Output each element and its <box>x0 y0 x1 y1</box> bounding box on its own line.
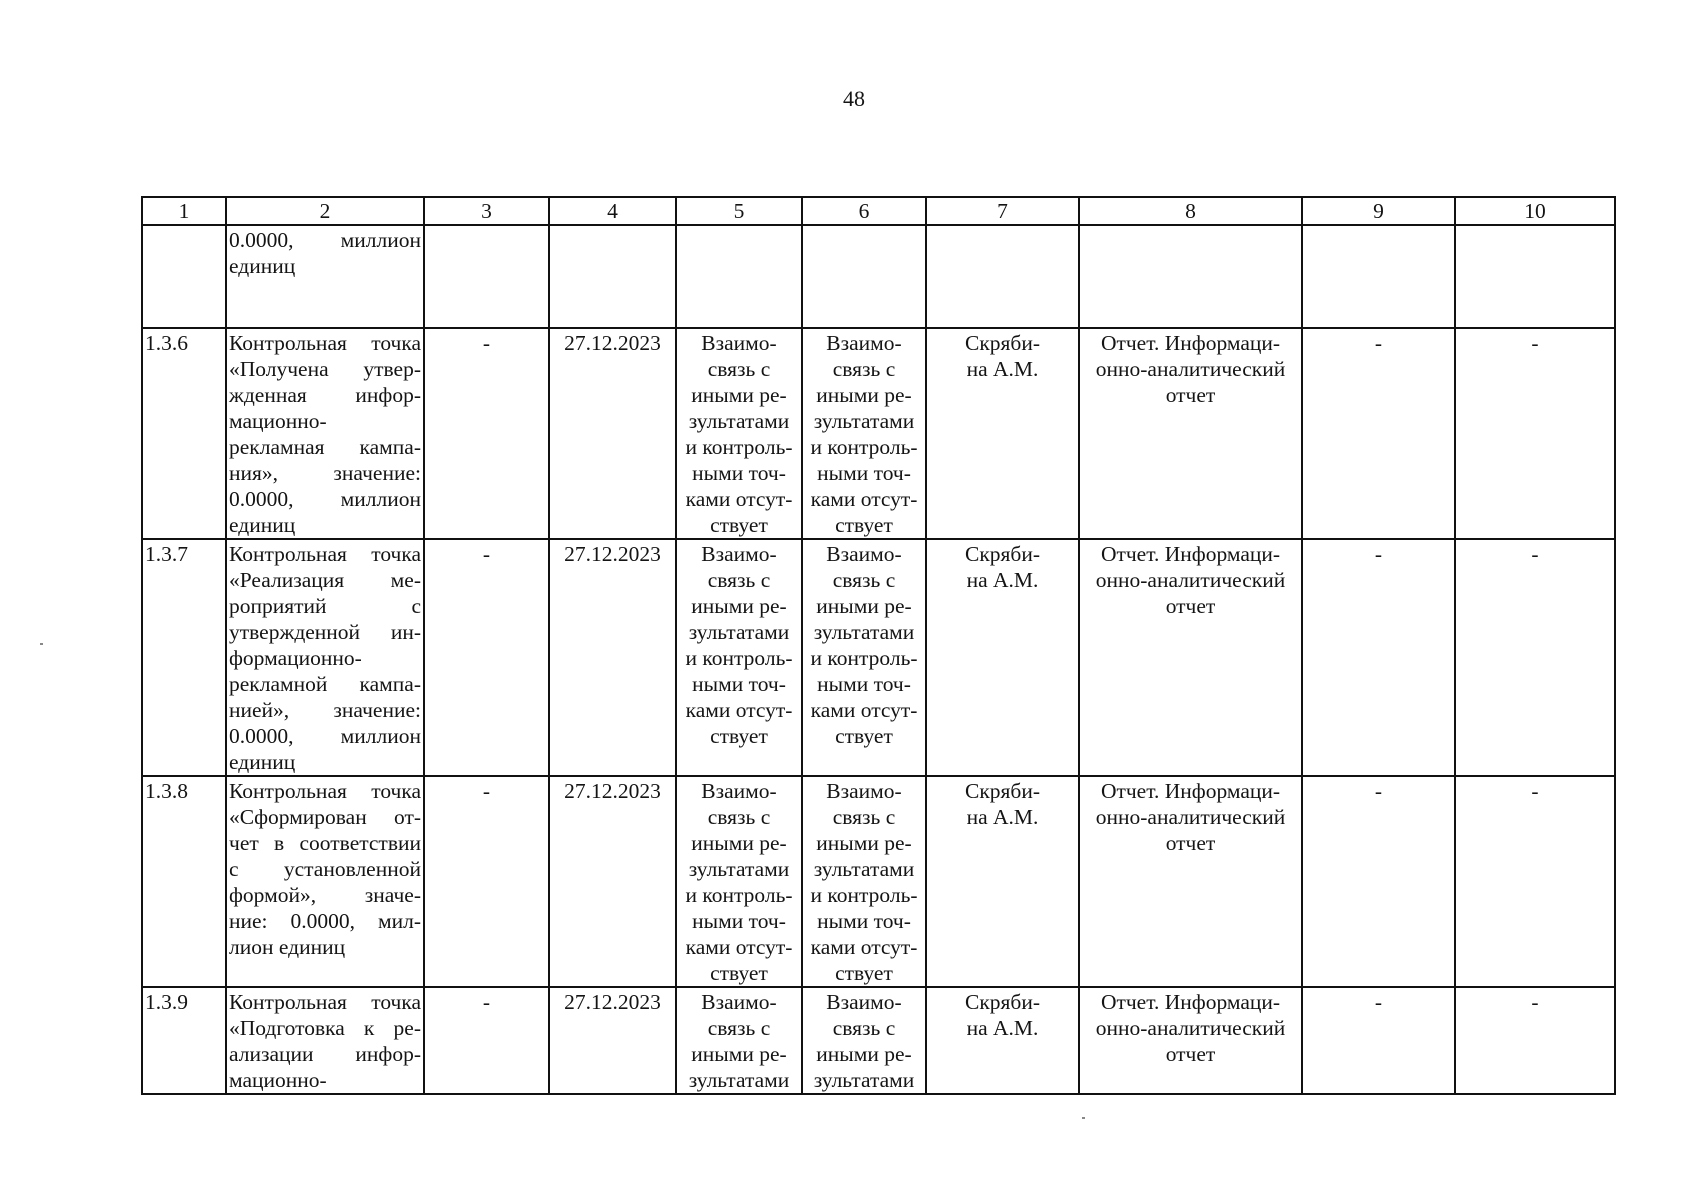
description-line: роприятий с <box>229 594 421 618</box>
relation-line: и контроль- <box>685 435 793 459</box>
relation-line: ками отсут- <box>810 698 918 722</box>
description-line: лион единиц <box>229 935 346 959</box>
table-row <box>142 539 1615 776</box>
description-line: формой», значе- <box>229 883 421 907</box>
description-line: чет в соответствии <box>229 831 421 855</box>
description-line: 0.0000, миллион <box>229 228 421 252</box>
responsible-line: Скряби- <box>964 331 1041 355</box>
description-line: формационно- <box>229 646 362 670</box>
relation-line: иными ре- <box>691 831 787 855</box>
description-line: ние: 0.0000, мил- <box>229 909 421 933</box>
cell-report <box>1079 328 1302 539</box>
table-row <box>142 328 1615 539</box>
responsible-line: Скряби- <box>964 542 1041 566</box>
relation-line: зультатами <box>813 857 915 881</box>
relation-line: ными точ- <box>817 461 911 485</box>
responsible-line: на А.М. <box>966 805 1039 829</box>
relation-line: зультатами <box>813 1068 915 1092</box>
description-line: Контрольная точка <box>229 542 421 566</box>
report-line: Отчет. Информаци- <box>1100 779 1281 803</box>
responsible-line: на А.М. <box>966 357 1039 381</box>
cell-col10: - <box>1455 328 1615 539</box>
cell-col5 <box>676 225 802 328</box>
cell-num: 1.3.8 <box>142 776 226 987</box>
cell-col6 <box>802 987 926 1094</box>
relation-line: иными ре- <box>816 1042 912 1066</box>
description-line: Контрольная точка <box>229 990 421 1014</box>
description-line: ния», значение: <box>229 461 421 485</box>
relation-line: связь с <box>707 1016 771 1040</box>
relation-line: ствует <box>710 724 768 748</box>
relation-line: связь с <box>832 1016 896 1040</box>
column-header-6: 6 <box>802 197 926 225</box>
relation-line: ными точ- <box>692 672 786 696</box>
relation-line: ками отсут- <box>810 935 918 959</box>
relation-line: Взаимо- <box>826 542 902 566</box>
cell-col3: - <box>424 328 549 539</box>
cell-report <box>1079 776 1302 987</box>
description-line: единиц <box>229 750 296 774</box>
description-line: 0.0000, миллион <box>229 724 421 748</box>
relation-line: ствует <box>835 724 893 748</box>
relation-line: зультатами <box>688 857 790 881</box>
cell-col6 <box>802 776 926 987</box>
column-header-3: 3 <box>424 197 549 225</box>
relation-line: иными ре- <box>816 383 912 407</box>
description-line: «Получена утвер- <box>229 357 421 381</box>
relation-line: и контроль- <box>810 646 918 670</box>
page-number: 48 <box>843 86 865 111</box>
description-line: мационно- <box>229 1068 327 1092</box>
relation-line: ствует <box>710 961 768 985</box>
report-line: отчет <box>1165 1042 1216 1066</box>
relation-line: иными ре- <box>691 383 787 407</box>
relation-line: связь с <box>832 805 896 829</box>
relation-line: Взаимо- <box>826 779 902 803</box>
cell-col9: - <box>1302 987 1455 1094</box>
scan-dot <box>40 643 43 645</box>
relation-line: ками отсут- <box>685 487 793 511</box>
cell-col10: - <box>1455 987 1615 1094</box>
cell-col3: - <box>424 776 549 987</box>
cell-col10: - <box>1455 539 1615 776</box>
description-line: ализации инфор- <box>229 1042 421 1066</box>
responsible-line: Скряби- <box>964 990 1041 1014</box>
cell-responsible <box>926 776 1079 987</box>
description-line: «Подготовка к ре- <box>229 1016 421 1040</box>
relation-line: связь с <box>707 805 771 829</box>
relation-line: Взаимо- <box>701 331 777 355</box>
description-line: «Реализация ме- <box>229 568 421 592</box>
description-line: с установленной <box>229 857 421 881</box>
relation-line: Взаимо- <box>701 542 777 566</box>
report-line: онно-аналитический <box>1095 1016 1286 1040</box>
cell-col6 <box>802 225 926 328</box>
relation-line: иными ре- <box>691 1042 787 1066</box>
relation-line: связь с <box>832 568 896 592</box>
description-line: нией», значение: <box>229 698 421 722</box>
cell-num: 1.3.9 <box>142 987 226 1094</box>
cell-date: 27.12.2023 <box>549 776 676 987</box>
report-line: Отчет. Информаци- <box>1100 331 1281 355</box>
relation-line: и контроль- <box>810 883 918 907</box>
relation-line: и контроль- <box>685 883 793 907</box>
cell-col5 <box>676 328 802 539</box>
cell-date <box>549 225 676 328</box>
cell-col6 <box>802 539 926 776</box>
column-header-2: 2 <box>226 197 424 225</box>
relation-line: связь с <box>832 357 896 381</box>
cell-report <box>1079 539 1302 776</box>
cell-col5 <box>676 539 802 776</box>
cell-num: 1.3.6 <box>142 328 226 539</box>
cell-col3: - <box>424 539 549 776</box>
cell-col10: - <box>1455 776 1615 987</box>
cell-col3: - <box>424 987 549 1094</box>
cell-description <box>226 987 424 1094</box>
description-line: рекламной кампа- <box>229 672 421 696</box>
description-line: 0.0000, миллион <box>229 487 421 511</box>
report-line: онно-аналитический <box>1095 568 1286 592</box>
responsible-line: Скряби- <box>964 779 1041 803</box>
relation-line: зультатами <box>688 409 790 433</box>
cell-col10 <box>1455 225 1615 328</box>
description-line: Контрольная точка <box>229 779 421 803</box>
column-header-10: 10 <box>1455 197 1615 225</box>
cell-responsible <box>926 225 1079 328</box>
header-row <box>142 197 1615 225</box>
cell-col5 <box>676 987 802 1094</box>
control-points-table <box>141 196 1616 1095</box>
description-line: утвержденной ин- <box>229 620 421 644</box>
report-line: Отчет. Информаци- <box>1100 990 1281 1014</box>
relation-line: ными точ- <box>817 909 911 933</box>
relation-line: иными ре- <box>691 594 787 618</box>
relation-line: ками отсут- <box>685 935 793 959</box>
cell-col9: - <box>1302 539 1455 776</box>
description-line: Контрольная точка <box>229 331 421 355</box>
report-line: отчет <box>1165 383 1216 407</box>
cell-date: 27.12.2023 <box>549 328 676 539</box>
cell-col5 <box>676 776 802 987</box>
responsible-line: на А.М. <box>966 568 1039 592</box>
relation-line: ками отсут- <box>810 487 918 511</box>
description-line: единиц <box>229 254 296 278</box>
relation-line: зультатами <box>688 1068 790 1092</box>
table-row <box>142 776 1615 987</box>
column-header-9: 9 <box>1302 197 1455 225</box>
cell-description <box>226 328 424 539</box>
cell-num: 1.3.7 <box>142 539 226 776</box>
report-line: Отчет. Информаци- <box>1100 542 1281 566</box>
cell-col6 <box>802 328 926 539</box>
continuation-row <box>142 225 1615 328</box>
relation-line: иными ре- <box>816 831 912 855</box>
relation-line: иными ре- <box>816 594 912 618</box>
relation-line: и контроль- <box>685 646 793 670</box>
cell-report <box>1079 225 1302 328</box>
relation-line: ствует <box>710 513 768 537</box>
relation-line: ными точ- <box>692 461 786 485</box>
report-line: отчет <box>1165 831 1216 855</box>
cell-date: 27.12.2023 <box>549 539 676 776</box>
cell-description <box>226 776 424 987</box>
cell-num <box>142 225 226 328</box>
cell-description <box>226 225 424 328</box>
relation-line: связь с <box>707 357 771 381</box>
relation-line: Взаимо- <box>701 779 777 803</box>
column-header-5: 5 <box>676 197 802 225</box>
relation-line: Взаимо- <box>701 990 777 1014</box>
relation-line: связь с <box>707 568 771 592</box>
description-line: единиц <box>229 513 296 537</box>
scan-dot <box>1082 1117 1085 1119</box>
report-line: онно-аналитический <box>1095 805 1286 829</box>
cell-col3 <box>424 225 549 328</box>
cell-date: 27.12.2023 <box>549 987 676 1094</box>
relation-line: зультатами <box>813 620 915 644</box>
relation-line: зультатами <box>688 620 790 644</box>
relation-line: ными точ- <box>692 909 786 933</box>
column-header-4: 4 <box>549 197 676 225</box>
cell-responsible <box>926 987 1079 1094</box>
relation-line: и контроль- <box>810 435 918 459</box>
table-row <box>142 987 1615 1094</box>
description-line: мационно- <box>229 409 327 433</box>
relation-line: ствует <box>835 961 893 985</box>
relation-line: ными точ- <box>817 672 911 696</box>
cell-description <box>226 539 424 776</box>
description-line: «Сформирован от- <box>229 805 421 829</box>
report-line: онно-аналитический <box>1095 357 1286 381</box>
relation-line: ками отсут- <box>685 698 793 722</box>
cell-col9 <box>1302 225 1455 328</box>
cell-col9: - <box>1302 776 1455 987</box>
description-line: рекламная кампа- <box>229 435 421 459</box>
relation-line: Взаимо- <box>826 331 902 355</box>
cell-report <box>1079 987 1302 1094</box>
column-header-7: 7 <box>926 197 1079 225</box>
column-header-8: 8 <box>1079 197 1302 225</box>
responsible-line: на А.М. <box>966 1016 1039 1040</box>
cell-responsible <box>926 539 1079 776</box>
column-header-1: 1 <box>142 197 226 225</box>
report-line: отчет <box>1165 594 1216 618</box>
relation-line: Взаимо- <box>826 990 902 1014</box>
relation-line: ствует <box>835 513 893 537</box>
cell-col9: - <box>1302 328 1455 539</box>
cell-responsible <box>926 328 1079 539</box>
description-line: жденная инфор- <box>229 383 421 407</box>
relation-line: зультатами <box>813 409 915 433</box>
